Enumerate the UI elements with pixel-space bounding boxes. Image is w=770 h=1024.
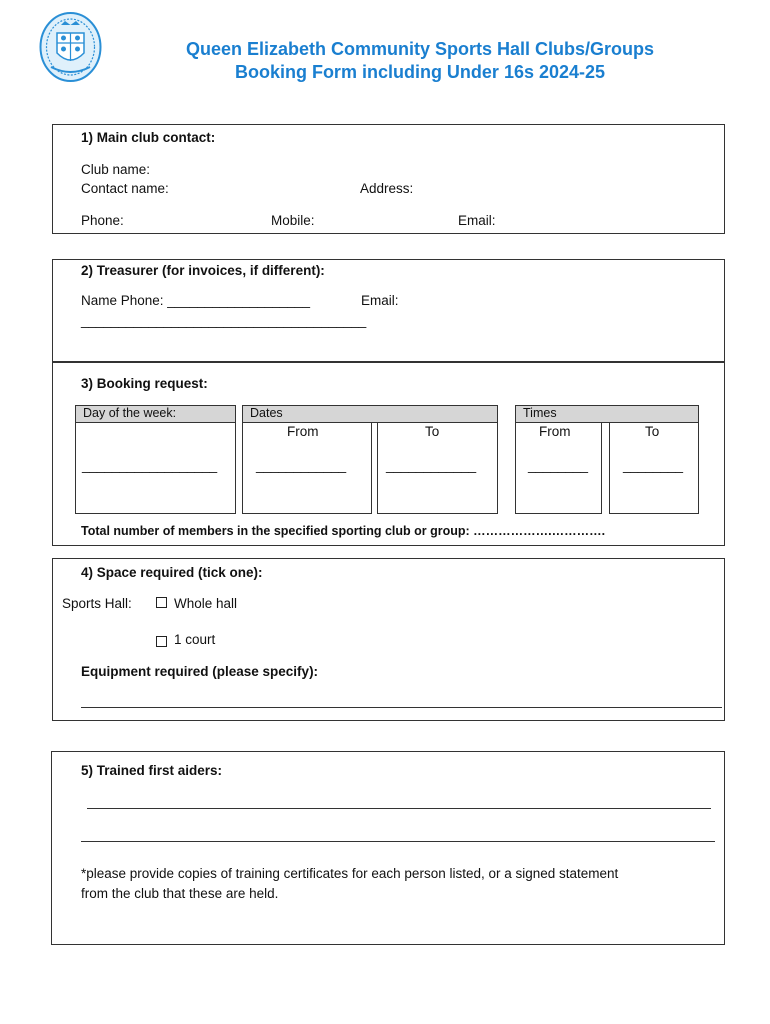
one-court-label: 1 court [174, 632, 216, 647]
dates-from-blank: ____________ [256, 458, 347, 473]
form-title [120, 38, 720, 84]
day-of-week-blank: __________________ [82, 458, 218, 473]
dates-from-cell[interactable] [242, 422, 372, 514]
times-from-blank: ________ [528, 458, 589, 473]
club-name-field[interactable]: Club name: [81, 162, 151, 177]
phone-field[interactable]: Phone: [81, 213, 124, 228]
day-of-week-header: Day of the week: [75, 405, 236, 423]
times-from-cell[interactable] [515, 422, 602, 514]
section1-heading: 1) Main club contact: [81, 130, 216, 145]
dates-to-cell[interactable] [377, 422, 498, 514]
council-crest-logo [39, 11, 102, 83]
title-line-1: Queen Elizabeth Community Sports Hall Clubs/Groups [185, 39, 655, 59]
dates-to-blank: ____________ [386, 458, 477, 473]
one-court-checkbox[interactable] [156, 636, 167, 647]
treasurer-name-phone-field[interactable]: Name Phone: ___________________ [81, 293, 310, 308]
section4-heading: 4) Space required (tick one): [81, 565, 263, 580]
dates-from-label: From [287, 424, 319, 439]
section-first-aiders [51, 751, 725, 945]
sports-hall-label: Sports Hall: [62, 596, 132, 611]
title-line-2: Booking Form including Under 16s 2024-25 [234, 62, 606, 82]
email-field[interactable]: Email: [458, 213, 496, 228]
times-to-cell[interactable] [609, 422, 699, 514]
times-header: Times [515, 405, 699, 423]
section-space-required [52, 558, 725, 721]
whole-hall-label: Whole hall [174, 596, 238, 611]
total-members-field[interactable]: Total number of members in the specified sporting club or group: ……………….…………. [81, 524, 606, 538]
dates-header: Dates [242, 405, 498, 423]
equipment-input-line[interactable] [81, 707, 722, 708]
section-treasurer [52, 259, 725, 362]
contact-name-field[interactable]: Contact name: [81, 181, 169, 196]
equipment-heading: Equipment required (please specify): [81, 664, 319, 679]
day-of-week-cell[interactable] [75, 422, 236, 514]
section2-heading: 2) Treasurer (for invoices, if different): [81, 263, 325, 278]
times-to-label: To [645, 424, 660, 439]
address-field[interactable]: Address: [360, 181, 414, 196]
section-main-contact [52, 124, 725, 234]
dates-to-label: To [425, 424, 440, 439]
certificate-note-line-1: *please provide copies of training certificates for each person listed, or a signed statement [81, 866, 619, 881]
times-from-label: From [539, 424, 571, 439]
certificate-note-line-2: from the club that these are held. [81, 886, 279, 901]
first-aider-line-2[interactable] [81, 841, 715, 842]
mobile-field[interactable]: Mobile: [271, 213, 315, 228]
section3-heading: 3) Booking request: [81, 376, 208, 391]
section5-heading: 5) Trained first aiders: [81, 763, 223, 778]
treasurer-email-field[interactable]: Email: [361, 293, 399, 308]
whole-hall-checkbox[interactable] [156, 597, 167, 608]
times-to-blank: ________ [623, 458, 684, 473]
section-booking-request [52, 362, 725, 546]
first-aider-line-1[interactable] [87, 808, 711, 809]
treasurer-underline[interactable]: ______________________________________ [81, 313, 367, 328]
